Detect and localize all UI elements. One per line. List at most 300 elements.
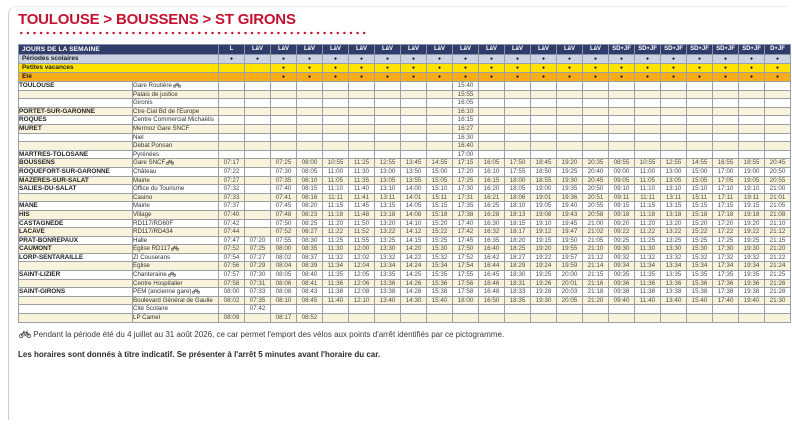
time-cell: 16:40 [453,142,479,151]
time-cell: 19:36 [557,193,583,202]
time-cell [427,99,453,108]
time-cell: 08:25 [297,219,323,228]
time-cell: 14:00 [401,185,427,194]
indicative-note: Les horaires sont donnés à titre indicatif. Se présenter à l'arrêt 5 minutes avant l'horaire du car. [18,350,381,359]
stop-cell: Cité Scolaire [133,305,219,314]
time-cell: 15:38 [687,288,713,297]
time-cell [583,82,609,91]
time-cell: 15:22 [427,228,453,237]
period-row [19,55,791,64]
time-cell: 13:11 [375,193,401,202]
stop-cell: Village [133,210,219,219]
service-dot-cell: ● [765,73,791,82]
time-cell [583,124,609,133]
time-cell: 19:25 [531,271,557,280]
commune-cell [19,296,133,305]
time-cell: 19:45 [557,219,583,228]
time-cell [583,99,609,108]
time-cell: 08:09 [219,314,245,323]
time-cell: 07:47 [219,236,245,245]
stop-cell: LP Camel [133,314,219,323]
time-cell [271,150,297,159]
time-cell [401,124,427,133]
time-cell: 11:25 [323,236,349,245]
time-cell [245,167,271,176]
time-cell [271,133,297,142]
service-dot-cell: ● [427,64,453,73]
time-cell: 15:18 [427,210,453,219]
time-cell [427,142,453,151]
time-cell: 12:55 [661,159,687,168]
period-label: Petites vacances [19,64,219,73]
stop-row [19,107,791,116]
time-cell: 14:12 [401,228,427,237]
time-cell: 18:35 [505,296,531,305]
time-cell: 19:57 [557,253,583,262]
commune-cell [19,314,133,323]
service-dot-cell: ● [635,64,661,73]
time-cell: 16:44 [479,262,505,271]
stop-cell: Casino [133,193,219,202]
time-cell [271,99,297,108]
time-cell: 15:15 [427,202,453,211]
time-cell: 16:05 [453,99,479,108]
time-cell: 18:15 [505,219,531,228]
time-cell [479,116,505,125]
time-cell: 16:30 [453,133,479,142]
stop-row [19,253,791,262]
commune-cell: MAZÈRES-SUR-SALAT [19,176,133,185]
time-cell: 16:55 [713,159,739,168]
time-cell: 17:38 [453,210,479,219]
time-cell [505,305,531,314]
time-cell: 21:20 [583,296,609,305]
service-dot-cell: ● [531,73,557,82]
time-cell [583,150,609,159]
time-cell: 16:21 [479,193,505,202]
time-cell: 18:13 [505,210,531,219]
time-cell: 07:44 [219,228,245,237]
time-cell [375,305,401,314]
day-header: SD+JF [661,45,687,55]
time-cell: 08:16 [297,193,323,202]
time-cell: 17:00 [713,167,739,176]
timetable [18,44,791,323]
time-cell [557,133,583,142]
time-cell [349,133,375,142]
time-cell: 20:35 [583,159,609,168]
time-cell: 14:08 [401,210,427,219]
time-cell [479,150,505,159]
time-cell: 07:52 [271,228,297,237]
commune-cell [19,142,133,151]
service-dot-cell: ● [427,73,453,82]
day-header: SD+JF [609,45,635,55]
time-cell [765,305,791,314]
time-cell: 21:08 [765,210,791,219]
time-cell [635,150,661,159]
time-cell [375,133,401,142]
time-cell: 19:30 [557,176,583,185]
time-cell [245,210,271,219]
time-cell [583,116,609,125]
time-cell: 07:54 [219,253,245,262]
time-cell: 17:50 [453,245,479,254]
time-cell: 15:11 [687,193,713,202]
time-cell [245,228,271,237]
time-cell: 19:26 [531,279,557,288]
time-cell: 15:32 [687,253,713,262]
time-cell [219,133,245,142]
time-cell: 08:55 [609,159,635,168]
time-cell [349,107,375,116]
service-dot-cell: ● [297,55,323,64]
time-cell: 16:25 [479,202,505,211]
time-cell [739,305,765,314]
time-cell: 19:20 [531,245,557,254]
time-cell: 17:36 [713,279,739,288]
time-cell: 15:25 [687,236,713,245]
time-cell: 08:05 [271,271,297,280]
time-cell: 11:36 [323,279,349,288]
time-cell: 07:31 [245,279,271,288]
service-dot-cell: ● [297,64,323,73]
time-cell: 19:47 [557,228,583,237]
stop-row [19,314,791,323]
time-cell [245,133,271,142]
time-cell: 07:20 [245,236,271,245]
time-cell: 19:12 [531,228,557,237]
time-cell: 12:55 [375,159,401,168]
time-cell: 13:20 [661,219,687,228]
time-cell: 17:42 [453,228,479,237]
time-cell [531,314,557,323]
time-cell [687,124,713,133]
time-cell: 17:56 [453,279,479,288]
time-cell: 17:05 [713,176,739,185]
stop-cell: ZI Couserans [133,253,219,262]
time-cell: 08:27 [297,228,323,237]
time-cell: 21:20 [765,245,791,254]
time-cell [453,314,479,323]
stop-cell: Église RD117 [133,245,219,254]
time-cell: 07:45 [271,202,297,211]
time-cell: 19:20 [557,159,583,168]
time-cell [427,116,453,125]
time-cell [531,150,557,159]
stop-row [19,99,791,108]
time-cell: 11:20 [635,219,661,228]
time-cell: 07:40 [219,210,245,219]
service-dot-cell: ● [453,73,479,82]
time-cell [765,116,791,125]
time-cell: 09:00 [609,167,635,176]
day-header: D+JF [765,45,791,55]
time-cell: 17:40 [453,219,479,228]
time-cell [609,116,635,125]
time-cell: 17:10 [713,185,739,194]
time-cell: 16:10 [479,167,505,176]
stop-row [19,185,791,194]
service-dot-cell: ● [713,64,739,73]
time-cell: 13:38 [375,288,401,297]
stop-cell: Château [133,167,219,176]
time-cell: 11:41 [349,193,375,202]
time-cell: 13:36 [661,279,687,288]
time-cell [739,82,765,91]
time-cell: 20:00 [557,271,583,280]
time-cell: 07:56 [219,262,245,271]
time-cell: 19:30 [739,245,765,254]
time-cell: 20:40 [583,167,609,176]
time-cell: 14:55 [687,159,713,168]
service-dot-cell: ● [635,55,661,64]
time-cell [271,90,297,99]
time-cell [531,90,557,99]
time-cell: 13:45 [401,159,427,168]
time-cell [531,116,557,125]
time-cell: 09:11 [609,193,635,202]
time-cell [219,150,245,159]
time-cell [297,116,323,125]
commune-cell: BOUSSENS [19,159,133,168]
service-dot-cell: ● [323,55,349,64]
time-cell [583,133,609,142]
time-cell [245,159,271,168]
time-cell: 11:38 [323,288,349,297]
time-cell [635,90,661,99]
time-cell [687,133,713,142]
time-cell: 19:32 [739,253,765,262]
time-cell [297,124,323,133]
time-cell [245,99,271,108]
time-cell [375,150,401,159]
time-cell: 13:18 [661,210,687,219]
time-cell [245,107,271,116]
time-cell [323,150,349,159]
time-cell [531,305,557,314]
service-dot-cell: ● [349,73,375,82]
time-cell [687,305,713,314]
time-cell [739,133,765,142]
time-cell: 16:30 [479,219,505,228]
time-cell: 21:00 [583,219,609,228]
time-cell: 17:58 [453,288,479,297]
time-cell: 19:40 [739,296,765,305]
service-dot-cell: ● [661,55,687,64]
time-cell [245,219,271,228]
time-cell: 16:10 [453,107,479,116]
time-cell [531,124,557,133]
time-cell [245,82,271,91]
time-cell [557,107,583,116]
time-cell: 11:10 [635,185,661,194]
time-cell: 14:15 [401,236,427,245]
time-cell: 16:20 [479,185,505,194]
day-header: L [219,45,245,55]
time-cell: 15:30 [427,245,453,254]
day-header: LàV [531,45,557,55]
time-cell [713,150,739,159]
time-cell: 18:05 [505,185,531,194]
time-cell: 11:32 [635,253,661,262]
commune-cell [19,262,133,271]
time-cell [609,99,635,108]
time-cell [271,107,297,116]
time-cell: 15:20 [427,219,453,228]
time-cell [765,90,791,99]
time-cell: 21:16 [583,279,609,288]
time-cell: 13:25 [375,236,401,245]
time-cell [609,305,635,314]
service-dot-cell: ● [453,64,479,73]
time-cell [557,124,583,133]
service-dot-cell: ● [271,64,297,73]
service-dot-cell: ● [375,73,401,82]
time-cell: 16:32 [479,228,505,237]
service-dot-cell [219,73,245,82]
stop-cell: Debat Ponsan [133,142,219,151]
time-cell: 11:30 [349,167,375,176]
time-cell: 16:42 [479,253,505,262]
time-cell: 11:52 [349,228,375,237]
commune-cell: PORTET-SUR-GARONNE [19,107,133,116]
time-cell: 21:05 [583,236,609,245]
time-cell [323,142,349,151]
time-cell: 08:02 [271,253,297,262]
service-dot-cell: ● [661,73,687,82]
time-cell: 07:37 [219,202,245,211]
stop-cell: Gare Routière [133,82,219,91]
day-header: SD+JF [739,45,765,55]
stop-cell: Chanteraine [133,271,219,280]
time-cell [297,99,323,108]
time-cell [271,124,297,133]
service-dot-cell: ● [401,55,427,64]
time-cell: 19:35 [739,271,765,280]
stop-row [19,176,791,185]
time-cell: 19:40 [557,202,583,211]
time-cell: 15:32 [427,253,453,262]
time-cell: 07:58 [219,279,245,288]
time-cell: 11:18 [323,210,349,219]
time-cell: 19:05 [739,176,765,185]
time-cell [687,314,713,323]
time-cell: 15:35 [687,271,713,280]
service-dot-cell: ● [479,64,505,73]
time-cell: 21:26 [765,279,791,288]
time-cell: 13:35 [661,271,687,280]
commune-cell: MURET [19,124,133,133]
time-cell: 07:52 [219,245,245,254]
time-cell [635,116,661,125]
time-cell [583,314,609,323]
time-cell [505,150,531,159]
time-cell: 09:34 [609,262,635,271]
time-cell: 19:22 [739,228,765,237]
service-dot-cell: ● [557,73,583,82]
time-cell [765,133,791,142]
time-cell: 07:50 [271,219,297,228]
service-dot-cell: ● [609,73,635,82]
time-cell: 18:27 [505,253,531,262]
time-cell: 17:35 [453,202,479,211]
commune-cell: LACAVE [19,228,133,237]
time-cell: 11:15 [323,202,349,211]
time-cell: 11:40 [349,185,375,194]
time-cell: 14:55 [427,159,453,168]
service-dot-cell: ● [531,64,557,73]
time-cell: 20:50 [583,185,609,194]
time-cell [479,314,505,323]
time-cell: 08:00 [271,245,297,254]
time-cell: 20:03 [557,288,583,297]
time-cell: 08:00 [297,159,323,168]
time-cell [427,305,453,314]
time-cell [713,314,739,323]
bike-icon [166,159,174,165]
stop-row [19,262,791,271]
time-cell [427,82,453,91]
time-cell: 13:10 [375,185,401,194]
time-cell: 17:55 [505,167,531,176]
time-cell [427,124,453,133]
time-cell: 09:32 [609,253,635,262]
time-cell: 15:20 [687,219,713,228]
time-cell: 13:50 [401,167,427,176]
service-dot-cell: ● [505,55,531,64]
time-cell [661,314,687,323]
time-cell: 21:30 [765,296,791,305]
time-cell: 11:22 [635,228,661,237]
time-cell: 21:10 [765,219,791,228]
time-cell [297,150,323,159]
time-cell [349,314,375,323]
stop-cell: RD117/RD434 [133,228,219,237]
time-cell: 11:55 [349,236,375,245]
time-cell [531,82,557,91]
time-cell: 21:25 [765,271,791,280]
time-cell [323,133,349,142]
time-cell: 19:43 [557,210,583,219]
time-cell [245,142,271,151]
stop-cell: Boulevard Général de Gaulle [133,296,219,305]
time-cell [765,314,791,323]
time-cell [765,82,791,91]
time-cell: 17:00 [453,150,479,159]
time-cell [323,314,349,323]
time-cell [401,90,427,99]
time-cell: 20:55 [583,202,609,211]
time-cell: 14:25 [401,271,427,280]
time-cell: 17:32 [713,253,739,262]
stop-cell: Centre Commercial Michaëlis [133,116,219,125]
commune-cell: PRAT-BONREPAUX [19,236,133,245]
time-cell [609,133,635,142]
time-cell [401,142,427,151]
time-cell: 08:04 [271,262,297,271]
service-dot-cell: ● [505,73,531,82]
time-cell: 21:14 [583,262,609,271]
time-cell [765,124,791,133]
time-cell: 20:51 [583,193,609,202]
time-cell: 13:55 [401,176,427,185]
time-cell [297,305,323,314]
time-cell [453,305,479,314]
time-cell: 19:22 [531,253,557,262]
time-cell [635,82,661,91]
time-cell: 13:32 [661,253,687,262]
